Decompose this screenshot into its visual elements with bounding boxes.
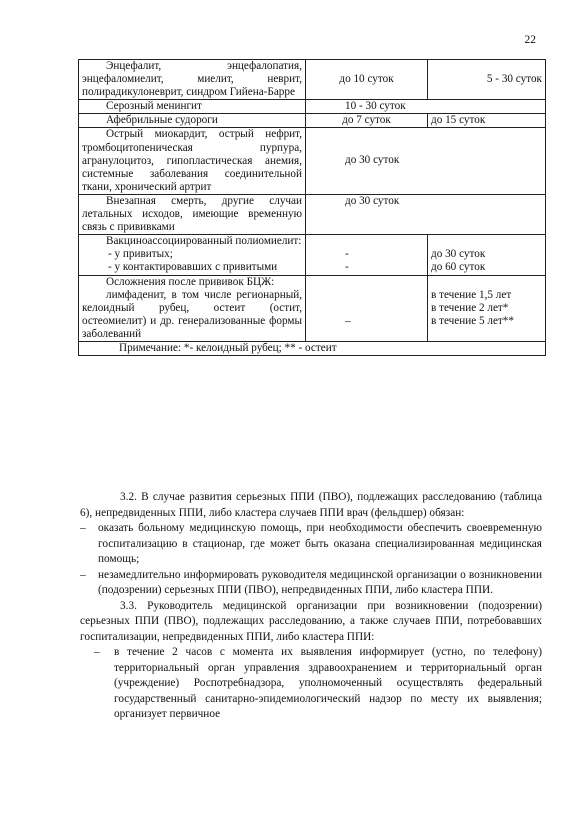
table-cell-condition — [79, 275, 306, 341]
polio-vaccinated-period: до 30 суток — [431, 248, 486, 261]
bcg-title: Осложнения после прививок БЦЖ: — [106, 275, 275, 288]
table-cell-onset: до 15 суток — [428, 114, 546, 128]
table-cell-onset: – — [306, 275, 428, 341]
paragraph-3-3: 3.3. Руководитель медицинской организации при возникновении (подозрении) серьезных ППИ (ПВО), подлежащих расследованию, а также случаев ППИ, потребовавших госпитализации, непредвиденных ППИ, либо кластера ППИ: — [80, 599, 542, 643]
table-cell-condition: Серозный менингит — [79, 100, 306, 114]
dash-bullet: – — [94, 646, 100, 658]
polio-vaccinated-onset: - — [345, 248, 349, 261]
table-row — [79, 235, 546, 275]
list-item-text: незамедлительно информировать руководителя медицинской организации о возникновении (подозрении) серьезных ППИ (ПВО), непредвиденных ППИ, либо кластера ППИ. — [98, 568, 542, 596]
table-cell-onset — [428, 275, 546, 341]
table-note-row — [79, 341, 546, 355]
table-row — [79, 275, 546, 341]
table-cell-onset — [428, 235, 546, 275]
list-item-text: оказать больному медицинскую помощь, при необходимости обеспечить своевременную госпитализацию в стационар, где может быть оказана специализированная медицинская помощь; — [98, 522, 542, 565]
table-cell-onset: 10 - 30 суток — [306, 100, 546, 114]
table-cell-onset: до 30 суток — [306, 194, 546, 234]
table-row — [79, 60, 546, 100]
table-cell-onset: 5 - 30 суток — [428, 60, 546, 100]
bcg-period-1: в течение 1,5 лет — [431, 288, 512, 301]
table-cell-condition: Афебрильные судороги — [79, 114, 306, 128]
list-item — [80, 521, 542, 568]
table-row — [79, 114, 546, 128]
bcg-period-2: в течение 2 лет* — [431, 301, 509, 314]
dash-bullet: – — [80, 568, 86, 581]
dash-bullet: – — [80, 522, 86, 534]
list-item — [80, 568, 542, 599]
table-cell-onset: до 10 суток — [306, 60, 428, 100]
table-cell-condition: Острый миокардит, острый нефрит, тромбоцитопеническая пурпура, агранулоцитоз, гипопластическая анемия, системные заболевания соединительной ткани, хронический артрит — [79, 128, 306, 194]
page-number: 22 — [524, 34, 536, 46]
table-cell-onset — [306, 235, 428, 275]
table-row — [79, 194, 546, 234]
table-cell-condition: Внезапная смерть, другие случаи летальных исходов, имеющие временную связь с прививками — [79, 194, 306, 234]
table-cell-condition — [79, 235, 306, 275]
polio-title: Вакциноассоциированный полиомиелит: — [106, 235, 302, 248]
paragraph-3-2: 3.2. В случае развития серьезных ППИ (ПВО), подлежащих расследованию (таблица 6), непредвиденных ППИ, либо кластера случаев ППИ врач (фельдшер) обязан: — [80, 491, 542, 519]
table-cell-condition: Энцефалит, энцефалопатия, энцефаломиелит, миелит, неврит, полирадикулоневрит, синдром Гийена-Барре — [79, 60, 306, 100]
table-cell-onset: до 7 суток — [306, 114, 428, 128]
bcg-period-3: в течение 5 лет** — [431, 314, 514, 327]
table-cell-onset: до 30 суток — [306, 128, 546, 194]
adverse-events-table — [78, 59, 546, 356]
list-item — [80, 645, 542, 723]
polio-contacts-period: до 60 суток — [431, 261, 486, 274]
body-text — [80, 490, 542, 723]
bcg-details: лимфаденит, в том числе регионарный, келоидный рубец, остеит (остит, остеомиелит) и др. генерализованные формы заболеваний — [82, 288, 302, 340]
table-row — [79, 128, 546, 194]
table-row — [79, 100, 546, 114]
table-note: Примечание: *- келоидный рубец; ** - остеит — [79, 341, 546, 355]
polio-contacts: - у контактировавших с привитыми — [108, 261, 278, 274]
polio-vaccinated: - у привитых; — [108, 248, 173, 261]
polio-contacts-onset: - — [345, 261, 349, 274]
list-item-text: в течение 2 часов с момента их выявления информирует (устно, по телефону) территориальный орган управления здравоохранением и территориальный орган (учреждение) Роспотребнадзора, уполномоченный осуществлять федеральный государственный санитарно-эпидемиологический надзор по месту их выявления; организует первичное — [114, 646, 542, 720]
